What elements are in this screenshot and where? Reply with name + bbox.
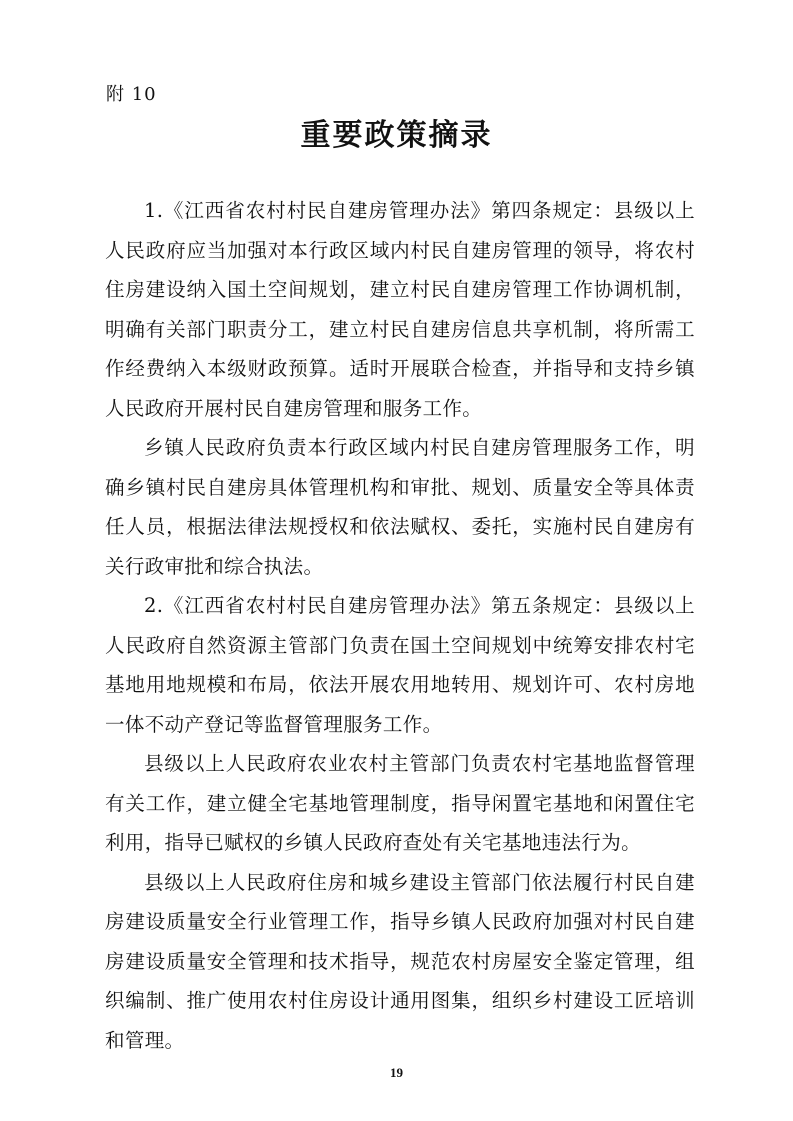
paragraph-article-5-natural-resources: 2.《江西省农村村民自建房管理办法》第五条规定：县级以上人民政府自然资源主管部门负责在国土空间规划中统筹安排农村宅基地用地规模和布局，依法开展农用地转用、规划许可、农村房地一体不动产登记等监督管理服务工作。	[105, 594, 695, 736]
paragraph-article-4-county: 1.《江西省农村村民自建房管理办法》第四条规定：县级以上人民政府应当加强对本行政区域内村民自建房管理的领导，将农村住房建设纳入国土空间规划，建立村民自建房管理工作协调机制，明确有关部门职责分工，建立村民自建房信息共享机制，将所需工作经费纳入本级财政预算。适时开展联合检查，并指导和支持乡镇人民政府开展村民自建房管理和服务工作。	[105, 199, 695, 420]
annex-label: 附 10	[106, 84, 157, 105]
paragraph-article-5-agriculture: 县级以上人民政府农业农村主管部门负责农村宅基地监督管理有关工作，建立健全宅基地管理制度，指导闲置宅基地和闲置住宅利用，指导已赋权的乡镇人民政府查处有关宅基地违法行为。	[105, 752, 695, 854]
paragraph-article-4-township: 乡镇人民政府负责本行政区域内村民自建房管理服务工作，明确乡镇村民自建房具体管理机构和审批、规划、质量安全等具体责任人员，根据法律法规授权和依法赋权、委托，实施村民自建房有关行政审批和综合执法。	[105, 436, 695, 578]
page-title: 重要政策摘录	[300, 118, 493, 153]
page-number: 19	[390, 1065, 403, 1080]
body-text	[105, 191, 695, 1060]
paragraph-article-5-housing: 县级以上人民政府住房和城乡建设主管部门依法履行村民自建房建设质量安全行业管理工作，指导乡镇人民政府加强对村民自建房建设质量安全管理和技术指导，规范农村房屋安全鉴定管理，组织编制、推广使用农村住房设计通用图集，组织乡村建设工匠培训和管理。	[105, 870, 695, 1052]
